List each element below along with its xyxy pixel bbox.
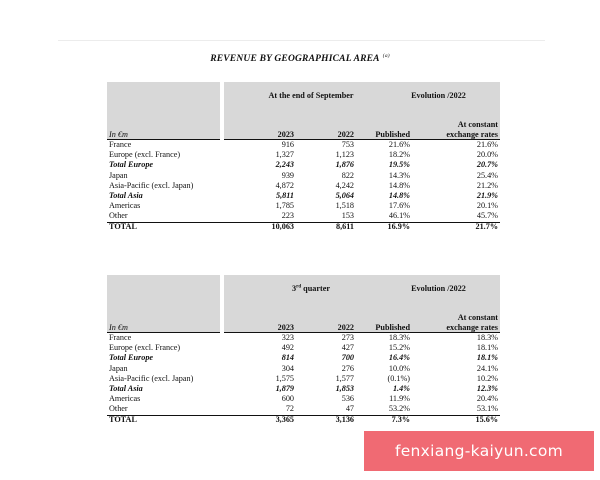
page-title-note: (a) bbox=[382, 53, 390, 59]
revenue-prior-cell: 822 bbox=[341, 170, 354, 180]
revenue-current-cell: 10,063 bbox=[271, 221, 294, 231]
evolution-group-header: Evolution /2022 bbox=[411, 91, 466, 100]
constant-fx-change-cell: 18.1% bbox=[476, 353, 498, 363]
constant-fx-change-cell: 21.6% bbox=[476, 140, 498, 149]
constant-fx-header bbox=[446, 120, 498, 140]
table-body bbox=[107, 140, 500, 232]
published-change-cell: 10.0% bbox=[388, 363, 410, 373]
revenue-current-cell: 814 bbox=[281, 353, 294, 363]
table-row bbox=[107, 171, 500, 181]
published-change-cell: 14.3% bbox=[388, 170, 410, 180]
published-change-cell: 15.2% bbox=[388, 343, 410, 353]
revenue-prior-cell: 427 bbox=[341, 343, 354, 353]
region-label: Total Asia bbox=[109, 190, 143, 200]
revenue-prior-cell: 753 bbox=[341, 140, 354, 149]
year-current-header: 2023 bbox=[277, 323, 294, 332]
revenue-prior-cell: 47 bbox=[345, 404, 354, 414]
constant-fx-change-cell: 21.7% bbox=[475, 221, 498, 231]
published-change-cell: 14.8% bbox=[388, 190, 410, 200]
published-change-cell: 18.3% bbox=[388, 333, 410, 342]
region-label: Europe (excl. France) bbox=[109, 343, 181, 353]
revenue-prior-cell: 1,577 bbox=[335, 373, 354, 383]
revenue-current-cell: 304 bbox=[281, 363, 294, 373]
revenue-current-cell: 1,327 bbox=[275, 150, 294, 160]
constant-fx-change-cell: 12.3% bbox=[476, 383, 498, 393]
table-row bbox=[107, 150, 500, 160]
published-header: Published bbox=[375, 130, 410, 139]
table-row bbox=[107, 211, 500, 221]
revenue-current-cell: 1,879 bbox=[275, 383, 294, 393]
region-label: France bbox=[109, 140, 132, 149]
subtotal-row bbox=[107, 384, 500, 394]
revenue-prior-cell: 1,853 bbox=[335, 383, 354, 393]
table-body bbox=[107, 333, 500, 425]
revenue-current-cell: 492 bbox=[281, 343, 294, 353]
revenue-prior-cell: 1,876 bbox=[335, 160, 354, 170]
table-row bbox=[107, 201, 500, 211]
revenue-prior-cell: 1,518 bbox=[335, 201, 354, 211]
revenue-prior-cell: 273 bbox=[341, 333, 354, 342]
region-label: Total Asia bbox=[109, 383, 143, 393]
published-change-cell: 17.6% bbox=[388, 201, 410, 211]
region-label: Total Europe bbox=[109, 160, 154, 170]
revenue-table-q3 bbox=[107, 275, 500, 425]
region-label: Other bbox=[109, 211, 128, 221]
total-row bbox=[107, 415, 500, 425]
published-change-cell: 19.5% bbox=[388, 160, 410, 170]
constant-fx-change-cell: 21.2% bbox=[476, 180, 498, 190]
table-row bbox=[107, 333, 500, 343]
table-row bbox=[107, 343, 500, 353]
published-change-cell: 21.6% bbox=[388, 140, 410, 149]
year-prior-header: 2022 bbox=[337, 130, 354, 139]
region-label: Japan bbox=[109, 363, 128, 373]
period-word: quarter bbox=[301, 284, 330, 293]
published-header: Published bbox=[375, 323, 410, 332]
revenue-current-cell: 939 bbox=[281, 170, 294, 180]
region-label: Other bbox=[109, 404, 128, 414]
revenue-prior-cell: 4,242 bbox=[335, 180, 354, 190]
region-label: TOTAL bbox=[109, 221, 137, 231]
constant-fx-change-cell: 20.0% bbox=[476, 150, 498, 160]
constant-fx-change-cell: 53.1% bbox=[476, 404, 498, 414]
constant-fx-line-1: At constant bbox=[457, 313, 498, 322]
table-header bbox=[107, 82, 500, 140]
published-change-cell: 18.2% bbox=[388, 150, 410, 160]
table-row bbox=[107, 404, 500, 414]
subtotal-row bbox=[107, 353, 500, 363]
revenue-current-cell: 1,785 bbox=[275, 201, 294, 211]
period-ordinal: rd bbox=[296, 284, 302, 290]
constant-fx-change-cell: 20.4% bbox=[476, 394, 498, 404]
revenue-current-cell: 1,575 bbox=[275, 373, 294, 383]
page-title bbox=[0, 53, 600, 64]
period-group-header: At the end of September bbox=[268, 91, 354, 100]
revenue-prior-cell: 3,136 bbox=[335, 414, 354, 424]
table-row bbox=[107, 181, 500, 191]
revenue-current-cell: 600 bbox=[281, 394, 294, 404]
constant-fx-change-cell: 20.7% bbox=[476, 160, 498, 170]
table-row bbox=[107, 364, 500, 374]
period-number: 3 bbox=[292, 284, 297, 293]
region-label: Americas bbox=[109, 201, 141, 211]
page-title-text: REVENUE BY GEOGRAPHICAL AREA bbox=[210, 54, 380, 65]
revenue-current-cell: 4,872 bbox=[275, 180, 294, 190]
published-change-cell: 1.4% bbox=[392, 383, 410, 393]
constant-fx-line-2: exchange rates bbox=[446, 323, 498, 332]
evolution-group-header: Evolution /2022 bbox=[411, 284, 466, 293]
unit-label: In €m bbox=[109, 323, 128, 332]
unit-label: In €m bbox=[109, 130, 128, 139]
period-group-header bbox=[245, 284, 377, 293]
region-label: Asia-Pacific (excl. Japan) bbox=[109, 373, 194, 383]
revenue-prior-cell: 5,064 bbox=[335, 190, 354, 200]
revenue-prior-cell: 1,123 bbox=[335, 150, 354, 160]
constant-fx-change-cell: 15.6% bbox=[475, 414, 498, 424]
year-current-header: 2023 bbox=[277, 130, 294, 139]
subtotal-row bbox=[107, 160, 500, 170]
revenue-current-cell: 323 bbox=[281, 333, 294, 342]
constant-fx-line-2: exchange rates bbox=[446, 130, 498, 139]
table-row bbox=[107, 374, 500, 384]
published-change-cell: 46.1% bbox=[388, 211, 410, 221]
constant-fx-change-cell: 20.1% bbox=[476, 201, 498, 211]
revenue-current-cell: 72 bbox=[285, 404, 294, 414]
constant-fx-change-cell: 25.4% bbox=[476, 170, 498, 180]
published-change-cell: 53.2% bbox=[388, 404, 410, 414]
table-row bbox=[107, 394, 500, 404]
constant-fx-line-1: At constant bbox=[457, 120, 498, 129]
region-label: TOTAL bbox=[109, 414, 137, 424]
published-change-cell: 16.4% bbox=[388, 353, 410, 363]
watermark-banner: fenxiang-kaiyun.com bbox=[364, 431, 594, 471]
constant-fx-change-cell: 18.1% bbox=[476, 343, 498, 353]
year-prior-header: 2022 bbox=[337, 323, 354, 332]
revenue-current-cell: 916 bbox=[281, 140, 294, 149]
revenue-current-cell: 3,365 bbox=[275, 414, 294, 424]
revenue-prior-cell: 700 bbox=[341, 353, 354, 363]
table-header bbox=[107, 275, 500, 333]
revenue-prior-cell: 276 bbox=[341, 363, 354, 373]
revenue-current-cell: 2,243 bbox=[275, 160, 294, 170]
revenue-prior-cell: 8,611 bbox=[336, 221, 354, 231]
published-change-cell: 7.3% bbox=[391, 414, 410, 424]
region-label: Asia-Pacific (excl. Japan) bbox=[109, 180, 194, 190]
region-label: France bbox=[109, 333, 132, 342]
region-label: Americas bbox=[109, 394, 141, 404]
constant-fx-change-cell: 10.2% bbox=[476, 373, 498, 383]
revenue-current-cell: 5,811 bbox=[276, 190, 294, 200]
total-row bbox=[107, 222, 500, 232]
published-change-cell: (0.1%) bbox=[387, 373, 410, 383]
constant-fx-change-cell: 24.1% bbox=[476, 363, 498, 373]
top-divider bbox=[58, 40, 545, 41]
revenue-current-cell: 223 bbox=[281, 211, 294, 221]
published-change-cell: 11.9% bbox=[389, 394, 410, 404]
revenue-prior-cell: 536 bbox=[341, 394, 354, 404]
constant-fx-header bbox=[446, 313, 498, 333]
constant-fx-change-cell: 45.7% bbox=[476, 211, 498, 221]
region-label: Europe (excl. France) bbox=[109, 150, 181, 160]
region-label: Japan bbox=[109, 170, 128, 180]
revenue-prior-cell: 153 bbox=[341, 211, 354, 221]
revenue-table-ytd bbox=[107, 82, 500, 232]
constant-fx-change-cell: 21.9% bbox=[476, 190, 498, 200]
constant-fx-change-cell: 18.3% bbox=[476, 333, 498, 342]
subtotal-row bbox=[107, 191, 500, 201]
published-change-cell: 14.8% bbox=[388, 180, 410, 190]
published-change-cell: 16.9% bbox=[387, 221, 410, 231]
region-label: Total Europe bbox=[109, 353, 154, 363]
table-row bbox=[107, 140, 500, 150]
